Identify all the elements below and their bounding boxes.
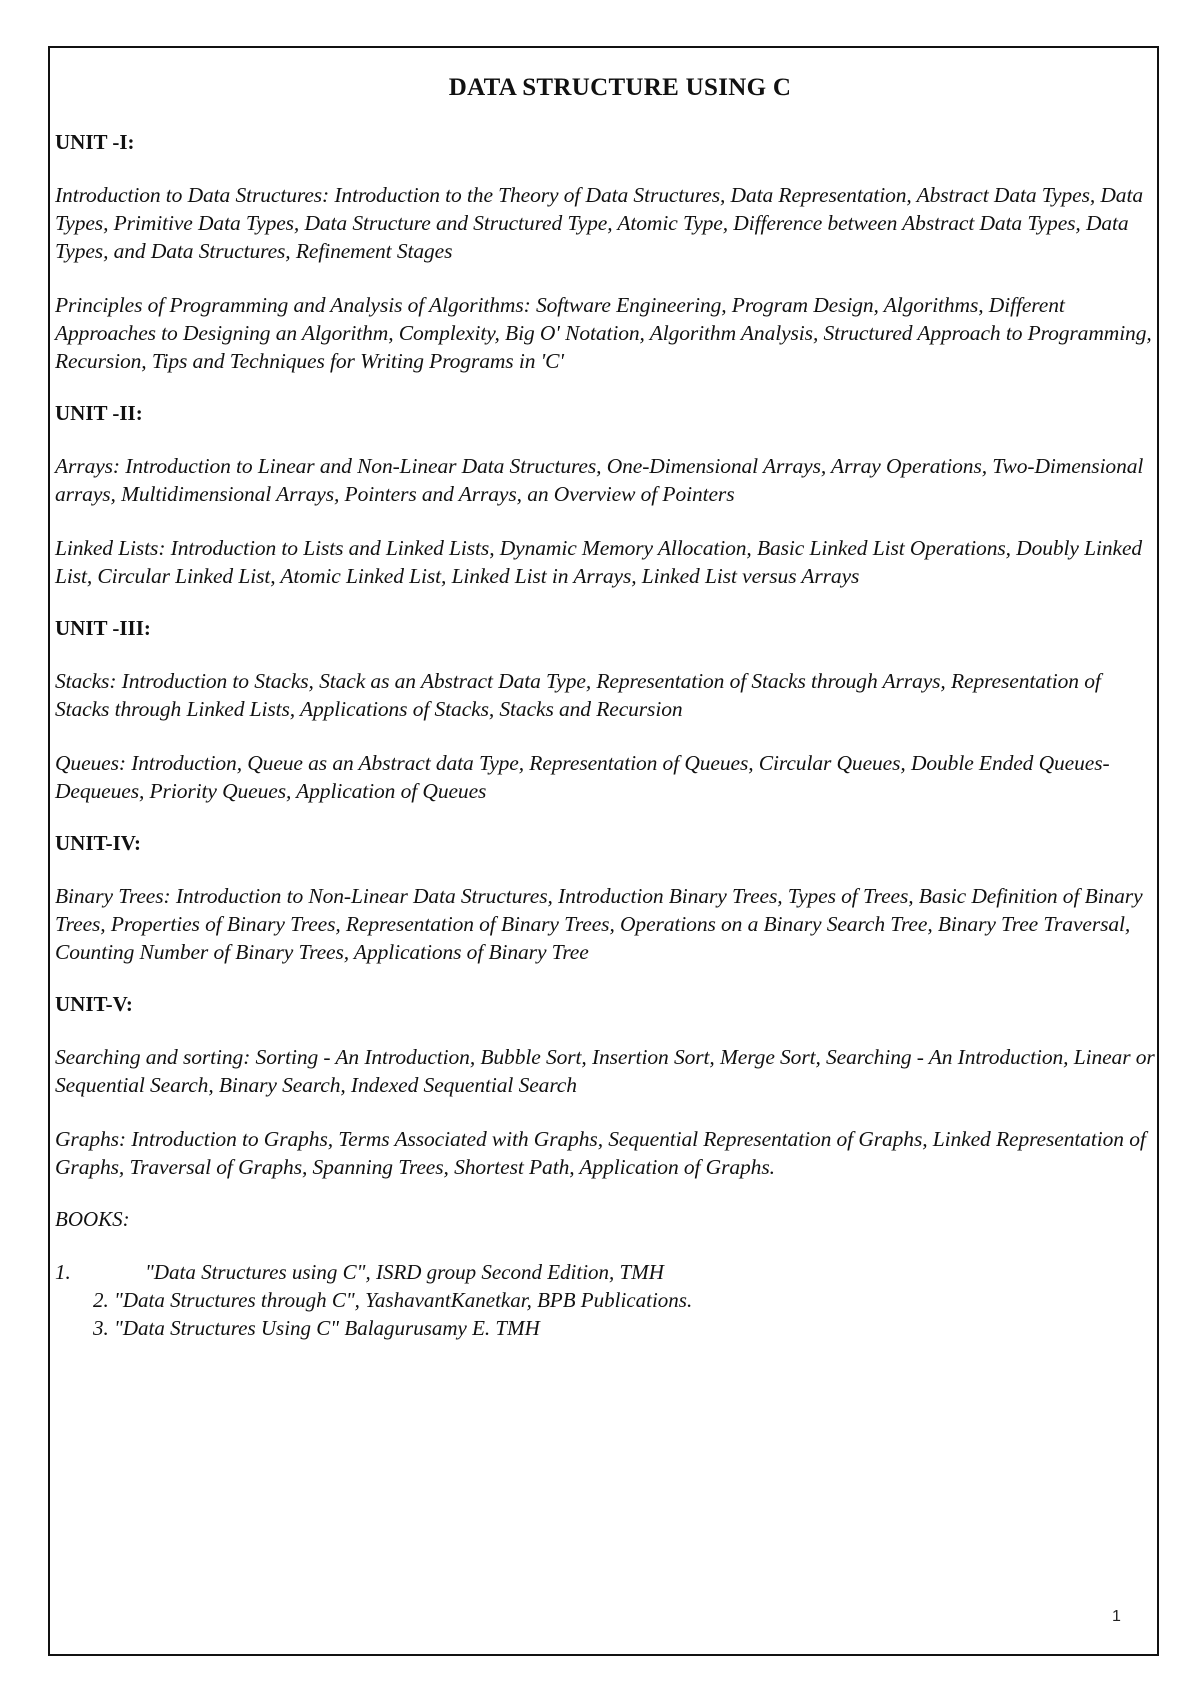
unit-paragraph: Arrays: Introduction to Linear and Non-Linear Data Structures, One-Dimensional Arrays, Array Operations, Two-Dimensional arrays, Multidimensional Arrays, Pointers and Arrays, an Overview of Pointers xyxy=(55,454,1144,506)
book-number: 2. xyxy=(93,1288,109,1312)
unit-paragraph: Binary Trees: Introduction to Non-Linear Data Structures, Introduction Binary Trees, Types of Trees, Basic Definition of Binary Trees, Properties of Binary Trees, Representation of Binary Trees, Operations on a Binary Search Tree, Binary Tree Traversal, Counting Number of Binary Trees, Applications of Binary Tree xyxy=(55,884,1143,964)
unit-heading: UNIT -II: xyxy=(55,401,143,425)
document-title: DATA STRUCTURE USING C xyxy=(448,74,792,101)
book-item xyxy=(55,1314,1155,1342)
book-number: 3. xyxy=(93,1316,109,1340)
page-number: 1 xyxy=(1112,1608,1121,1625)
unit-paragraph: Searching and sorting: Sorting - An Introduction, Bubble Sort, Insertion Sort, Merge Sort, Searching - An Introduction, Linear or Sequential Search, Binary Search, Indexed Sequential Search xyxy=(55,1045,1155,1097)
unit-heading: UNIT -I: xyxy=(55,130,135,154)
books-section xyxy=(55,1207,1155,1342)
unit-5 xyxy=(55,992,1155,1181)
unit-paragraph: Linked Lists: Introduction to Lists and Linked Lists, Dynamic Memory Allocation, Basic Linked List Operations, Doubly Linked List, Circular Linked List, Atomic Linked List, Linked List in Arrays, Linked List versus Arrays xyxy=(55,536,1143,588)
unit-heading: UNIT -III: xyxy=(55,616,151,640)
unit-2 xyxy=(55,401,1155,590)
book-number: 1. xyxy=(55,1260,71,1284)
book-item xyxy=(55,1286,1155,1314)
book-item xyxy=(55,1258,1155,1286)
unit-paragraph: Stacks: Introduction to Stacks, Stack as an Abstract Data Type, Representation of Stacks through Arrays, Representation of Stacks through Linked Lists, Applications of Stacks, Stacks and Recursion xyxy=(55,669,1101,721)
book-text: "Data Structures through C", YashavantKanetkar, BPB Publications. xyxy=(114,1288,693,1312)
unit-3 xyxy=(55,616,1155,805)
unit-paragraph: Queues: Introduction, Queue as an Abstract data Type, Representation of Queues, Circular Queues, Double Ended Queues-Dequeues, Priority Queues, Application of Queues xyxy=(55,751,1110,803)
unit-paragraph: Graphs: Introduction to Graphs, Terms Associated with Graphs, Sequential Representation of Graphs, Linked Representation of Graphs, Traversal of Graphs, Spanning Trees, Shortest Path, Application of Graphs. xyxy=(55,1127,1146,1179)
syllabus-content xyxy=(55,74,1155,1342)
unit-1 xyxy=(55,130,1155,375)
unit-4 xyxy=(55,831,1155,966)
book-text: "Data Structures using C", ISRD group Second Edition, TMH xyxy=(145,1260,664,1284)
unit-paragraph: Introduction to Data Structures: Introduction to the Theory of Data Structures, Data Representation, Abstract Data Types, Data Types, Primitive Data Types, Data Structure and Structured Type, Atomic Type, Difference between Abstract Data Types, Data Types, and Data Structures, Refinement Stages xyxy=(55,183,1143,263)
unit-heading: UNIT-V: xyxy=(55,992,133,1016)
unit-paragraph: Principles of Programming and Analysis of Algorithms: Software Engineering, Program Design, Algorithms, Different Approaches to Designing an Algorithm, Complexity, Big O' Notation, Algorithm Analysis, Structured Approach to Programming, Recursion, Tips and Techniques for Writing Programs in 'C' xyxy=(55,293,1152,373)
book-text: "Data Structures Using C" Balagurusamy E. TMH xyxy=(114,1316,540,1340)
unit-heading: UNIT-IV: xyxy=(55,831,141,855)
books-label: BOOKS: xyxy=(55,1207,130,1231)
